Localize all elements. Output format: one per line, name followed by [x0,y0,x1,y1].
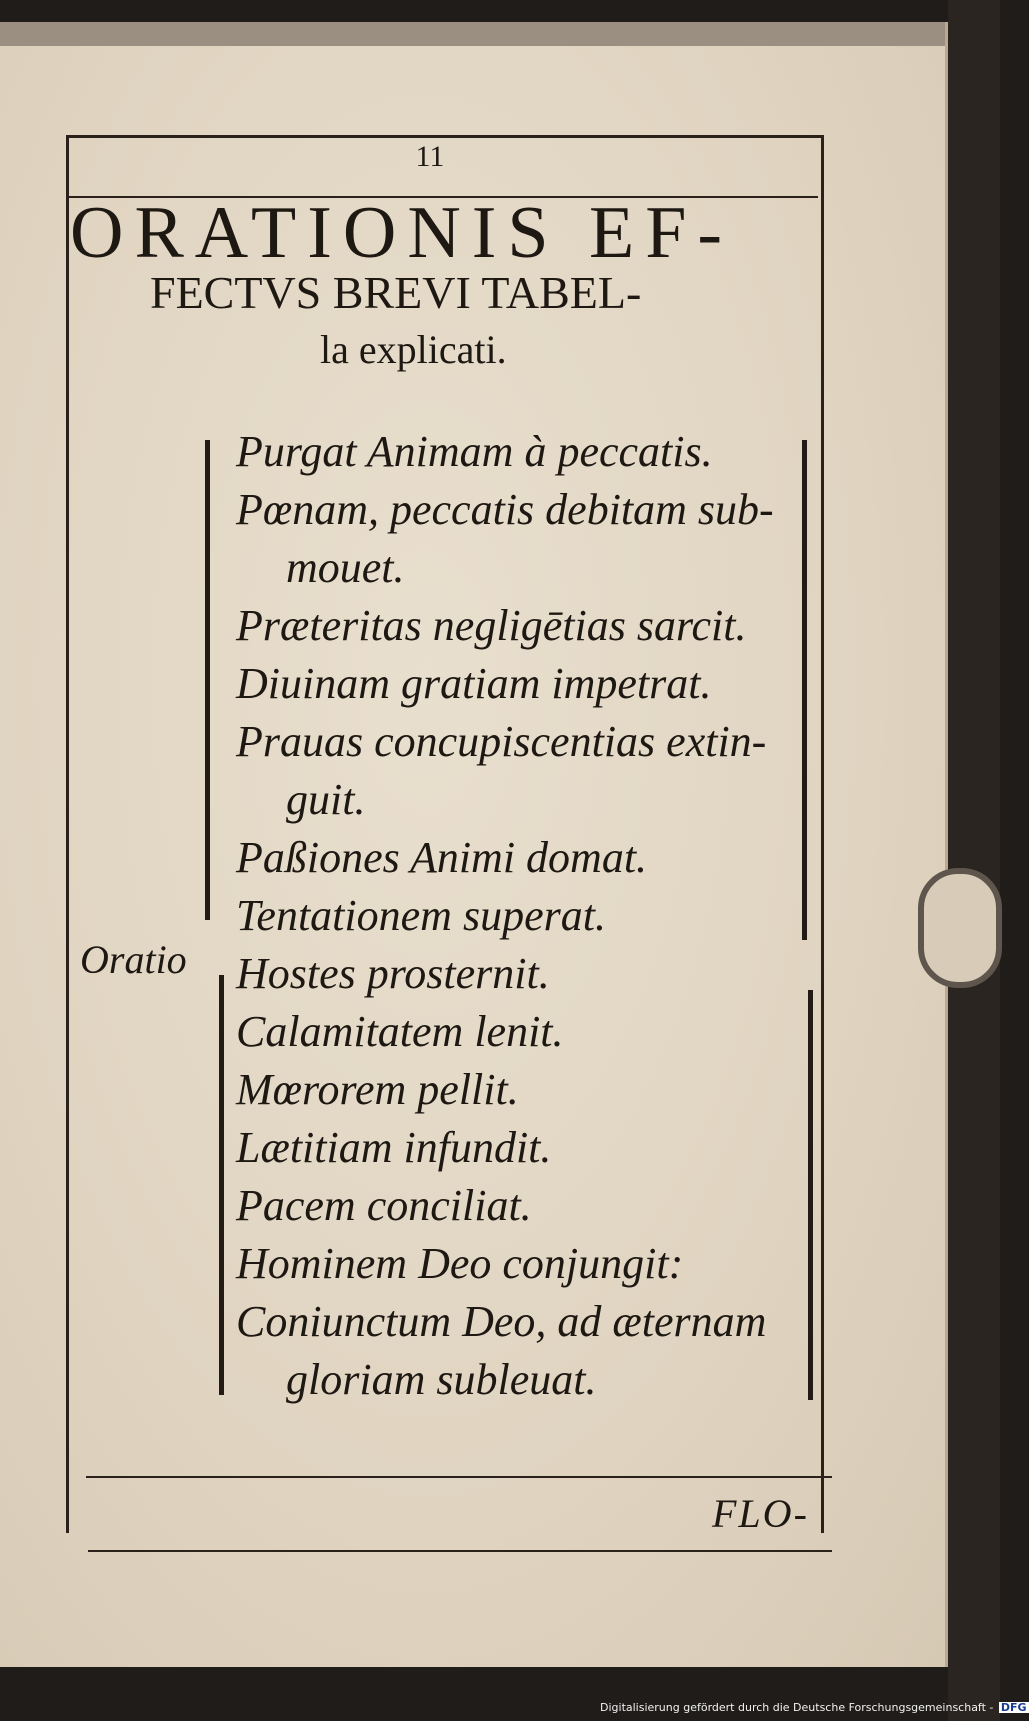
table-subject: Oratio [80,937,187,982]
title-line-1: ORATIONIS EF- [70,192,734,274]
book-edge [948,0,1000,1721]
right-brace-lower [808,990,813,1400]
dfg-logo: DFG [1000,1701,1027,1714]
effect-line: gloriam subleuat. [286,1355,597,1404]
title-line-2: FECTVS BREVI TABEL- [150,267,642,318]
effect-line: Hostes prosternit. [236,949,550,998]
effect-line: Purgat Animam à peccatis. [236,427,713,476]
effect-line: guit. [286,775,366,824]
effect-line: Prauas concupiscentias extin- [236,717,767,766]
effect-line: Pacem conciliat. [236,1181,532,1230]
catchword: FLO- [712,1491,809,1536]
title-line-3: la explicati. [320,327,507,372]
effect-line: Lætitiam infundit. [236,1123,552,1172]
effect-line: Hominem Deo conjungit: [236,1239,684,1288]
effect-line: Diuinam gratiam impetrat. [236,659,712,708]
effect-line: Pœnam, peccatis debitam sub- [236,485,774,534]
digitization-credit [600,1701,1027,1714]
effect-line: mouet. [286,543,405,592]
page-number: 11 [415,140,445,173]
credit-text: Digitalisierung gefördert durch die Deutsche Forschungsgemeinschaft - [600,1701,994,1714]
bottom-rule-upper [86,1476,832,1478]
effect-line: Præteritas negligētias sarcit. [236,601,747,650]
bottom-rule-lower [88,1550,832,1552]
page-top-edge [0,22,945,46]
right-brace [802,440,807,940]
effect-line: Mœrorem pellit. [236,1065,519,1114]
effect-line: Tentationem superat. [236,891,606,940]
effect-line: Coniunctum Deo, ad æternam [236,1297,767,1346]
book-clasp [918,868,1002,988]
left-brace-lower [219,975,224,1395]
effect-line: Calamitatem lenit. [236,1007,564,1056]
effect-line: Paßiones Animi domat. [236,833,648,882]
left-brace [205,440,210,920]
